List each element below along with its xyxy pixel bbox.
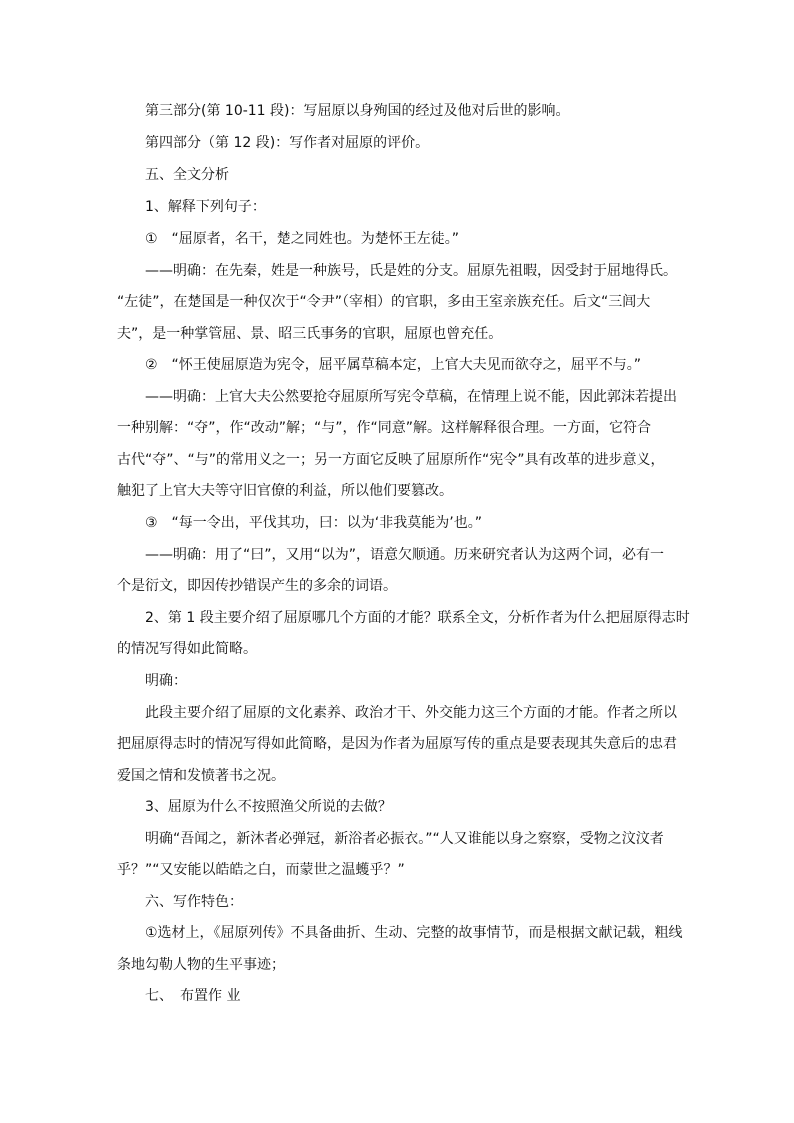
text-line: ——明确：上官大夫公然要抢夺屈原所写宪令草稿，在情理上说不能，因此郭沫若提出 [145,389,677,405]
section-heading: 六、写作特色： [145,894,243,910]
text-line: 此段主要介绍了屈原的文化素养、政治才干、外交能力这三个方面的才能。作者之所以 [145,705,677,721]
text-line: ——明确：用了“曰”，又用“以为”，语意欠顺通。历来研究者认为这两个词，必有一 [145,547,665,563]
text-line: ——明确：在先秦，姓是一种族号，氏是姓的分支。屈原先祖暇，因受封于屈地得氏。 [145,263,677,279]
quote-line: ② “怀王使屈原造为宪令，屈平属草稿本定，上官大夫见而欲夺之，屈平不与。” [145,357,642,373]
question-heading: 1、解释下列句子： [145,199,266,215]
text-line: 夫”，是一种掌管屈、景、昭三氏事务的官职，屈原也曾充任。 [117,326,503,342]
quote-line: ③ “每一令出，平伐其功，曰：以为‘非我莫能为’也。” [145,515,482,531]
text-line: 触犯了上官大夫等守旧官僚的利益，所以他们要篡改。 [117,483,453,499]
text-line: 第三部分(第 10-11 段)：写屈原以身殉国的经过及他对后世的影响。 [145,103,570,119]
text-line: 第四部分（第 12 段)：写作者对屈原的评价。 [145,135,430,151]
text-line: “左徒”，在楚国是一种仅次于“令尹”（宰相）的官职，多由王室亲族充任。后文“三闾大 [117,294,651,310]
text-line: 一种别解：“夺”，作“改动”解；“与”，作“同意”解。这样解释很合理。一方面，它符合 [117,420,652,436]
text-line: 明确“吾闻之，新沐者必弹冠，新浴者必振衣。”“人又谁能以身之察察，受物之汶汶者 [145,831,664,847]
text-line: 条地勾勒人物的生平事迹； [117,957,285,973]
quote-line: ① “屈原者，名干，楚之同姓也。为楚怀王左徒。” [145,231,460,247]
text-line: 把屈原得志时的情况写得如此简略，是因为作者为屈原写传的重点是要表现其失意后的忠君 [117,736,677,752]
text-line: 爱国之情和发愤著书之况。 [117,768,285,784]
answer-label: 明确： [145,673,187,689]
text-line: ①选材上，《屈原列传》不具备曲折、生动、完整的故事情节，而是根据文献记载，粗线 [145,925,683,941]
text-line: 的情况写得如此简略。 [117,641,257,657]
text-line: 乎？”“又安能以皓皓之白，而蒙世之温蠖乎？” [117,862,405,878]
section-heading: 五、全文分析 [145,167,229,183]
text-line: 个是衍文，即因传抄错误产生的多余的词语。 [117,578,397,594]
section-heading: 七、 布置作 业 [145,988,241,1004]
text-line: 古代“夺”、“与”的常用义之一；另一方面它反映了屈原所作“宪令”具有改革的进步意义， [117,452,665,468]
question-heading: 3、屈原为什么不按照渔父所说的去做？ [145,799,392,815]
question-heading: 2、第 1 段主要介绍了屈原哪几个方面的才能？联系全文，分析作者为什么把屈原得志时 [145,610,690,626]
